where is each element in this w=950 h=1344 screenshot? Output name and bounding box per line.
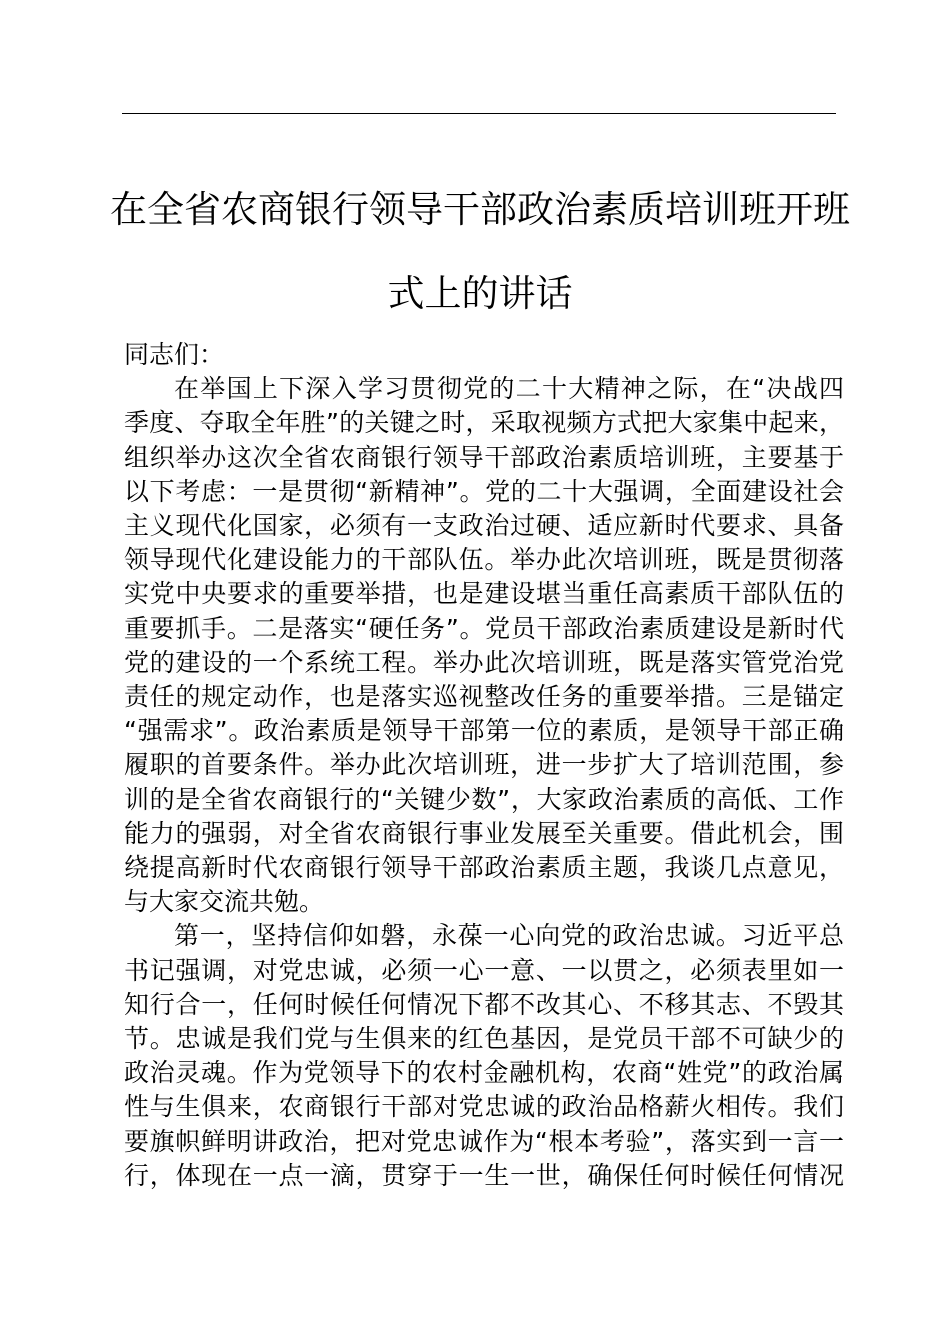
- text-line: 性与生俱来，农商银行干部对党忠诚的政治品格薪火相传。我们: [124, 1092, 844, 1122]
- text-line: 要旗帜鲜明讲政治，把对党忠诚作为“根本考验”，落实到一言一: [124, 1126, 844, 1156]
- text-line: 组织举办这次全省农商银行领导干部政治素质培训班，主要基于: [124, 442, 844, 472]
- text-line: 第一，坚持信仰如磐，永葆一心向党的政治忠诚。习近平总: [174, 921, 844, 951]
- document-title: [110, 168, 850, 336]
- text-line: 以下考虑：一是贯彻“新精神”。党的二十大强调，全面建设社会: [124, 476, 844, 506]
- text-line: 季度、夺取全年胜”的关键之时，采取视频方式把大家集中起来，: [124, 408, 844, 438]
- text-line: 重要抓手。二是落实“硬任务”。党员干部政治素质建设是新时代: [124, 613, 844, 643]
- text-line: 绕提高新时代农商银行领导干部政治素质主题，我谈几点意见，: [124, 853, 844, 883]
- text-line: 主义现代化国家，必须有一支政治过硬、适应新时代要求、具备: [124, 511, 844, 541]
- text-line: 与大家交流共勉。: [124, 887, 325, 917]
- title-line: 在全省农商银行领导干部政治素质培训班开班: [110, 188, 850, 231]
- text-line: 训的是全省农商银行的“关键少数”，大家政治素质的高低、工作: [124, 784, 844, 814]
- text-line: 责任的规定动作，也是落实巡视整改任务的重要举措。三是锚定: [124, 682, 844, 712]
- paragraph-intro: [124, 372, 844, 919]
- text-line: 书记强调，对党忠诚，必须一心一意、一以贯之，必须表里如一: [124, 955, 844, 985]
- text-line: 在举国上下深入学习贯彻党的二十大精神之际，在“决战四: [174, 374, 844, 404]
- text-line: 政治灵魂。作为党领导下的农村金融机构，农商“姓党”的政治属: [124, 1058, 844, 1088]
- text-line: 实党中央要求的重要举措，也是建设堪当重任高素质干部队伍的: [124, 579, 844, 609]
- text-line: 履职的首要条件。举办此次培训班，进一步扩大了培训范围，参: [124, 750, 844, 780]
- title-line: 式上的讲话: [387, 272, 573, 315]
- text-line: 行，体现在一点一滴，贯穿于一生一世，确保任何时候任何情况: [124, 1160, 844, 1190]
- document-body: [124, 338, 844, 1193]
- salutation: 同志们：: [124, 340, 225, 369]
- text-line: 节。忠诚是我们党与生俱来的红色基因，是党员干部不可缺少的: [124, 1024, 844, 1054]
- text-line: 党的建设的一个系统工程。举办此次培训班，既是落实管党治党: [124, 647, 844, 677]
- text-line: 领导现代化建设能力的干部队伍。举办此次培训班，既是贯彻落: [124, 545, 844, 575]
- text-line: “强需求”。政治素质是领导干部第一位的素质，是领导干部正确: [124, 716, 844, 746]
- text-line: 知行合一，任何时候任何情况下都不改其心、不移其志、不毁其: [124, 989, 844, 1019]
- paragraph-first-point: [124, 919, 844, 1193]
- header-rule: [122, 113, 836, 114]
- text-line: 能力的强弱，对全省农商银行事业发展至关重要。借此机会，围: [124, 818, 844, 848]
